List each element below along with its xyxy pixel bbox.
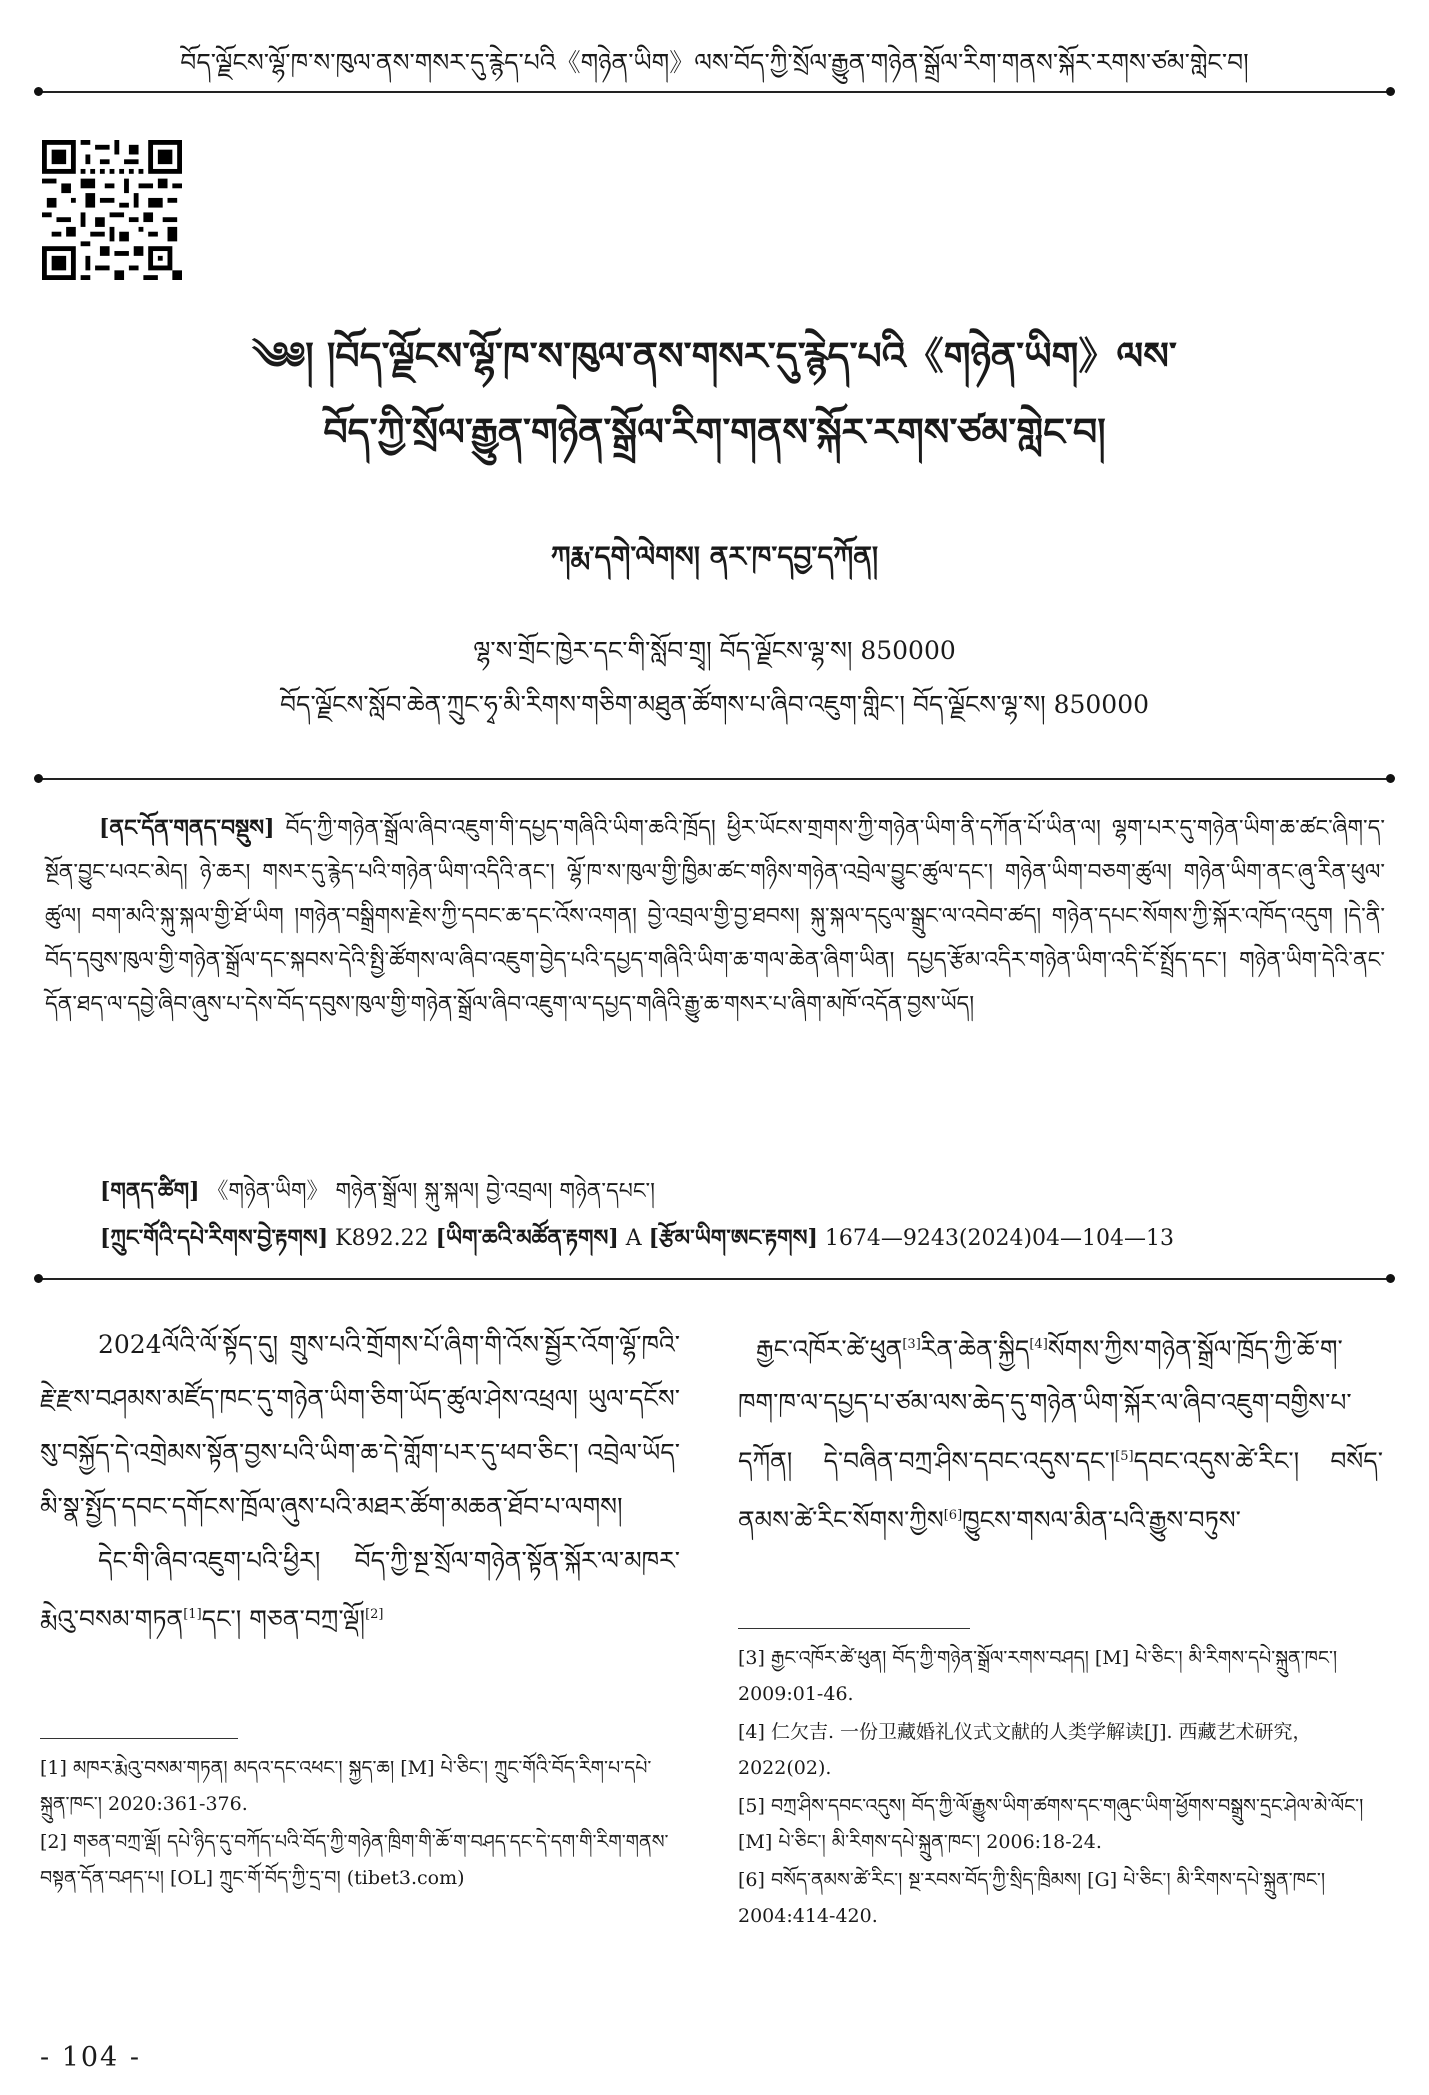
body-left-column — [40, 1318, 680, 1646]
footnotes-left — [40, 1750, 680, 1898]
footnote-rule-right — [738, 1628, 970, 1629]
abstract-label: [ནང་དོན་གནད་བསྡུས] — [99, 815, 275, 841]
running-header: བོད་ལྗོངས་ལྷོ་ཁ་ས་ཁུལ་ནས་གསར་དུ་རྙེད་པའི《གཉེན་ཡིག》ལས་བོད་ཀྱི་སྲོལ་རྒྱུན་གཉེན་སྒྲོལ་རིག་གནས་སྐོར་རགས་ཙམ་གླེང་བ། — [180, 48, 1249, 77]
clc-label: [ཀྲུང་གོའི་དཔེ་རིགས་བྱེ་རྟགས] — [100, 1225, 329, 1251]
title-line-2: བོད་ཀྱི་སྲོལ་རྒྱུན་གཉེན་སྒྲོལ་རིག་གནས་སྐོར་རགས་ཙམ་གླེང་བ། — [323, 409, 1106, 454]
footnote-ref-5: [5] — [1115, 1449, 1134, 1465]
body-text: རིན་ཆེན་སྐྱིད — [920, 1334, 1030, 1364]
abstract — [45, 806, 1385, 1027]
footnote-rule-left — [40, 1738, 238, 1739]
footnote-ref-2: [2] — [365, 1607, 384, 1622]
body-text: དང་། གཅན་བཀྲ་ལྡོ། — [201, 1604, 366, 1634]
affiliation-1: ལྷ་ས་གྲོང་ཁྱེར་དང་གི་སློབ་གྲྭ། བོད་ལྗོངས་ལྷ་ས། 850000 — [473, 636, 956, 665]
body-text: དབང་འདུས་ཚེ་རིང་། བསོད་ནམས་ཚེ་རིང་སོགས་ཀྱིས — [738, 1446, 1384, 1534]
page-number: - 104 - — [40, 2042, 141, 2073]
title-line-1: ༄༅། །བོད་ལྗོངས་ལྷོ་ཁ་ས་ཁུལ་ནས་གསར་དུ་རྙེད་པའི《གཉེན་ཡིག》ལས་ — [252, 333, 1177, 378]
author-names: ཀརྨ་དགེ་ལེགས། ནར་ཁ་དབྱ་དཀོན། — [550, 540, 879, 573]
doc-code-value: A — [625, 1226, 642, 1251]
footnote-ref-1: [1] — [183, 1607, 202, 1622]
footnote-3: [3] རྒྱང་འཁོར་ཚེ་ཕུན། བོད་ཀྱི་གཉེན་སྒྲོལ་རགས་བཤད། [M] པེ་ཅིང་། མི་རིགས་དཔེ་སྐྲུན་ཁང་། 2009:01-46. — [738, 1647, 1338, 1705]
body-text: དེང་གི་ཞིབ་འཇུག་པའི་ཕྱིར། བོད་ཀྱི་སྔ་སྲོལ་གཉེན་སྟོན་སྐོར་ལ་མཁར་རྨེའུ་བསམ་གཏན — [40, 1546, 680, 1634]
rule-dot-right — [1386, 87, 1395, 96]
abstract-text: བོད་ཀྱི་གཉེན་སྒྲོལ་ཞིབ་འཇུག་གི་དཔྱད་གཞིའི་ཡིག་ཆའི་ཁྲོད། ཕྱིར་ཡོངས་གྲགས་ཀྱི་གཉེན་ཡིག་ནི་དཀོན་པོ་ཡིན་ལ། ལྷག་པར་དུ་གཉེན་ཡིག་ཆ་ཚང་ཞིག་ད་སྔོན་བྱུང་པའང་མེད། ཉེ་ཆར། གསར་དུ་རྙེད་པའི་གཉེན་ཡིག་འདིའི་ནང་། ལྷོ་ཁ་ས་ཁུལ་གྱི་ཁྱིམ་ཚང་གཉིས་གཉེན་འབྲེལ་བྱུང་ཚུལ་དང་། གཉེན་ཡིག་བཅག་ཚུལ། གཉེན་ཡིག་ནང་ཞུ་རིན་ཕུལ་ཚུལ། བག་མའི་སྐུ་སྐལ་གྱི་ཐོ་ཡིག །གཉེན་བསྒྲིགས་རྗེས་ཀྱི་དབང་ཆ་དང་འོས་འགན། བྱེ་འབྲལ་གྱི་བྱ་ཐབས། སྐུ་སྐལ་དངུལ་སྒྲུང་ལ་འབེབ་ཚད། གཉེན་དཔང་སོགས་ཀྱི་སྐོར་འཁོད་འདུག །དེ་ནི་བོད་དབུས་ཁུལ་གྱི་གཉེན་སྒྲོལ་དང་སྐབས་དེའི་སྤྱི་ཚོགས་ལ་ཞིབ་འཇུག་བྱེད་པའི་དཔྱད་གཞིའི་ཡིག་ཆ་གལ་ཆེན་ཞིག་ཡིན། དཔྱད་རྩོམ་འདིར་གཉེན་ཡིག་འདི་ངོ་སྤྲོད་དང་། གཉེན་ཡིག་དེའི་ནང་དོན་ཐད་ལ་དབྱེ་ཞིབ་ཞུས་པ་དེས་བོད་དབུས་ཁུལ་གྱི་གཉེན་སྒྲོལ་ཞིབ་འཇུག་ལ་དཔྱད་གཞིའི་རྒྱུ་ཆ་གསར་པ་ཞིག་མཁོ་འདོན་བྱས་ཡོད། — [45, 816, 1385, 1017]
body-right-column — [738, 1318, 1383, 1547]
footnote-ref-6: [6] — [943, 1507, 963, 1523]
body-paragraph — [40, 1534, 680, 1646]
footnotes-right — [738, 1640, 1383, 1936]
body-text: སོགས་ཀྱིས་གཉེན་སྒྲོལ་ཁྲོད་ཀྱི་ཆོ་ག་ཁག་ཁ་ལ་དཔྱད་པ་ཙམ་ལས་ཆེད་དུ་གཉེན་ཡིག་སྐོར་ལ་ཞིབ་འཇུག་བགྱིས་པ་དཀོན། དེ་བཞིན་བཀྲ་ཤིས་དབང་འདུས་དང་། — [738, 1334, 1352, 1476]
footnote-ref-4: [4] — [1029, 1337, 1048, 1352]
qr-code — [42, 140, 182, 280]
keywords-label: [གནད་ཚིག] — [100, 1178, 200, 1204]
abstract-top-rule — [38, 778, 1390, 780]
footnote-4: [4] 仁欠吉. 一份卫藏婚礼仪式文献的人类学解读[J]. 西藏艺术研究，2022(02). — [738, 1721, 1312, 1779]
article-id-value: 1674—9243(2024)04—104—13 — [824, 1226, 1175, 1251]
article-id-label: [རྩོམ་ཡིག་ཨང་རྟགས] — [648, 1225, 818, 1251]
body-text: རྒྱང་འཁོར་ཚེ་ཕུན — [756, 1334, 903, 1364]
body-top-rule — [38, 1278, 1390, 1280]
header-rule — [38, 91, 1390, 93]
rule-dot-right — [1386, 1274, 1395, 1283]
rule-dot-left — [34, 774, 43, 783]
body-text: ཁྱུངས་གསལ་མིན་པའི་རྒྱུས་བཏུས་ — [962, 1504, 1241, 1534]
body-paragraph: 2024ལོའི་ལོ་སྟོད་དུ། གྲུས་པའི་གྲོགས་པོ་ཞིག་གི་འོས་སྦྱོར་འོག་ལྷོ་ཁའི་རྗེ་རྫས་བཤམས་མཛོད་ཁང་དུ་གཉེན་ཡིག་ཅིག་ཡོད་ཚུལ་ཤེས་འཕྲལ། ཡུལ་དངོས་སུ་བསྐྱོད་དེ་འགྲེམས་སྟོན་བྱས་པའི་ཡིག་ཆ་དེ་གློག་པར་དུ་ཕབ་ཅིང་། འབྲེལ་ཡོད་མི་སྣ་སྤྱོད་དབང་དགོངས་ཁྲོལ་ཞུས་པའི་མཐར་ཚོག་མཆན་ཐོབ་པ་ལགས། — [40, 1330, 680, 1521]
rule-dot-right — [1386, 774, 1395, 783]
footnote-5: [5] བཀྲ་ཤིས་དབང་འདུས། བོད་ཀྱི་ལོ་རྒྱུས་ཡིག་ཚགས་དང་གཞུང་ཡིག་ཕྱོགས་བསྒྲུས་དྲང་ཤེལ་མེ་ལོང་། [M] པེ་ཅིང་། མི་རིགས་དཔེ་སྐྲུན་ཁང་། 2006:18-24. — [738, 1795, 1364, 1853]
affiliation-2: བོད་ལྗོངས་སློབ་ཆེན་ཀྲུང་ཧྭ་མི་རིགས་གཅིག་མཐུན་ཚོགས་པ་ཞིབ་འཇུག་གླིང་། བོད་ལྗོངས་ལྷ་ས། 850000 — [279, 690, 1150, 719]
article-title — [80, 318, 1349, 470]
footnote-6: [6] བསོད་ནམས་ཚེ་རིང་། སྔ་རབས་བོད་ཀྱི་སྲིད་ཁྲིམས། [G] པེ་ཅིང་། མི་རིགས་དཔེ་སྐྲུན་ཁང་། 2004:414-420. — [738, 1869, 1326, 1927]
classification-line — [100, 1213, 1380, 1275]
body-paragraph — [738, 1318, 1383, 1547]
clc-value: K892.22 — [335, 1226, 429, 1251]
footnote-ref-3: [3] — [902, 1337, 921, 1352]
rule-dot-left — [34, 87, 43, 96]
footnote-1: [1] མཁར་རྨེའུ་བསམ་གཏན། མདའ་དང་འཕང་། སྐྱད་ཆ། [M] པེ་ཅིང་། ཀྲུང་གོའི་བོད་རིག་པ་དཔེ་སྐྲུན་ཁང་། 2020:361-376. — [40, 1757, 652, 1815]
rule-dot-left — [34, 1274, 43, 1283]
footnote-2: [2] གཅན་བཀྲ་ལྡོ། དཔེ་ཉིད་དུ་བཀོད་པའི་བོད་ཀྱི་གཉེན་ཁྲིག་གི་ཆོ་ག་བཤད་དང་དེ་དག་གི་རིག་གནས་བསྟན་དོན་བཤད་པ། [OL] ཀྲུང་གོ་བོད་ཀྱི་དྲ་བ། (tibet3.com) — [40, 1831, 669, 1889]
keywords-text: 《གཉེན་ཡིག》 གཉེན་སྒྲོལ། སྐུ་སྐལ། བྱེ་འབྲལ། གཉེན་དཔང་། — [206, 1179, 656, 1204]
doc-code-label: [ཡིག་ཆའི་མཚོན་རྟགས] — [435, 1225, 619, 1251]
